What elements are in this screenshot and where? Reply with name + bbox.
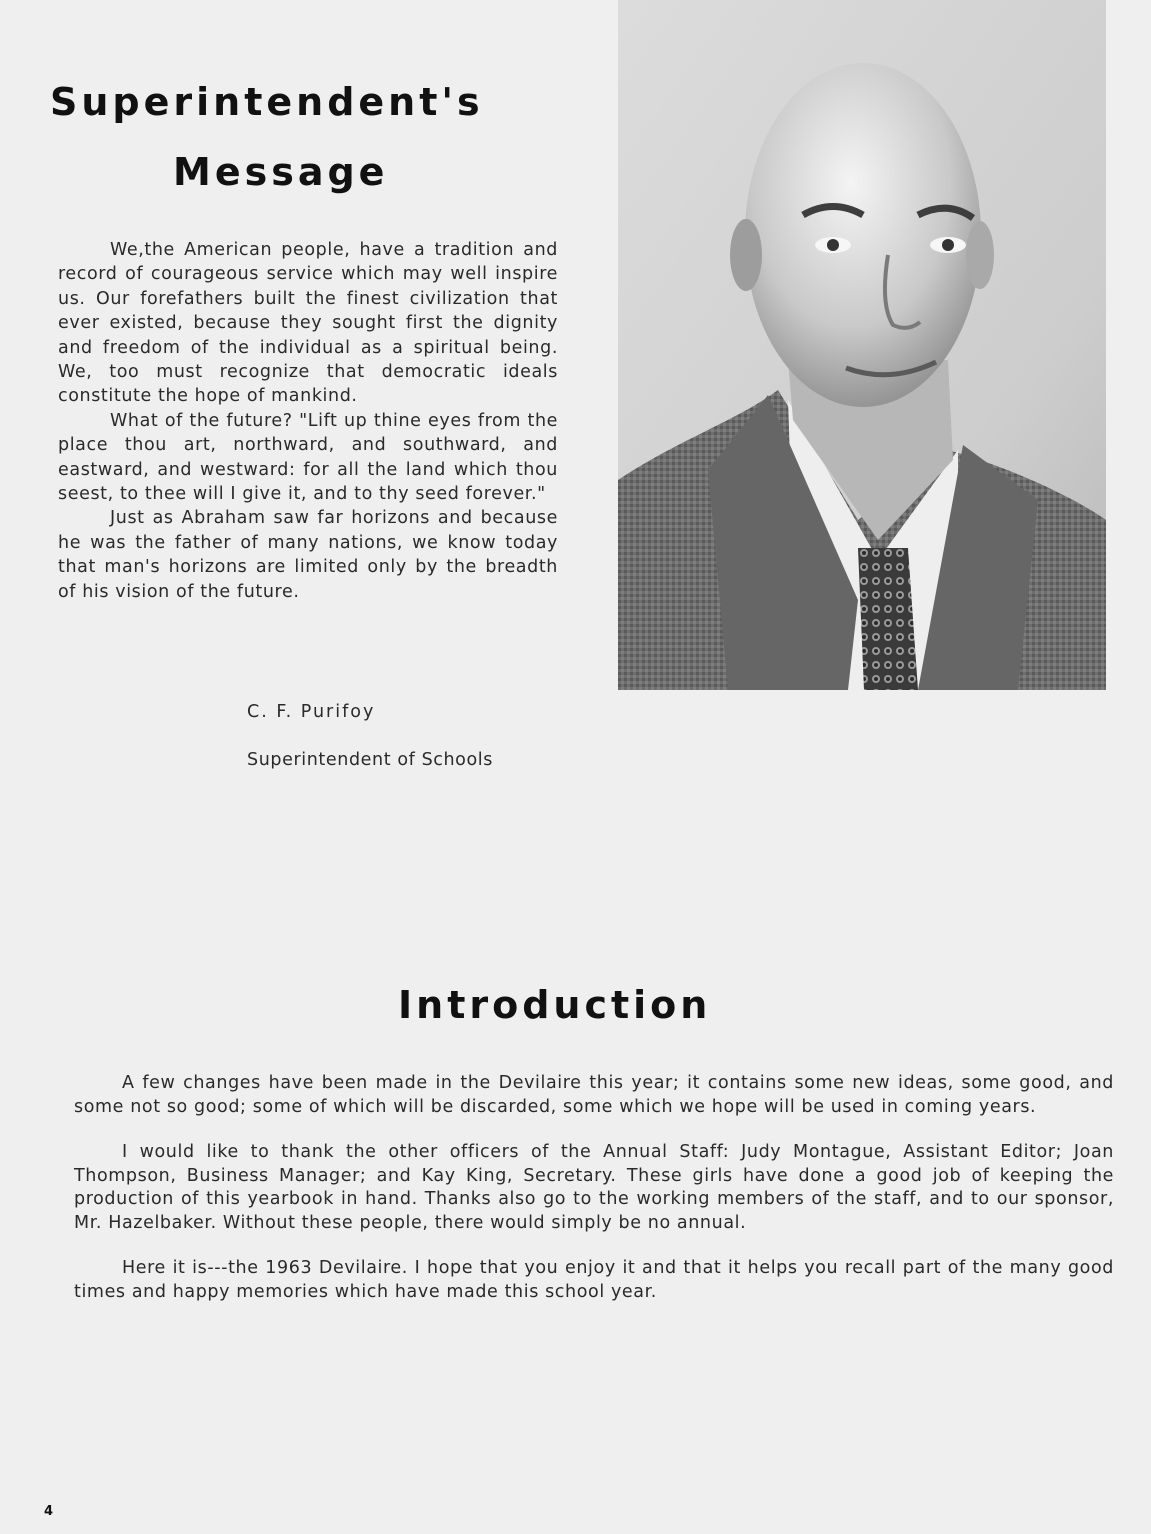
intro-paragraph-3: Here it is---the 1963 Devilaire. I hope that you enjoy it and that it helps you recall part of the many good times and happy memories which have made this school year. <box>74 1258 1114 1302</box>
message-paragraph-2: What of the future? "Lift up thine eyes from the place thou art, northward, and southward, and eastward, and westward: for all the land which thou seest, to thee will I give it, and to thy seed forever." <box>58 410 558 505</box>
introduction-body <box>74 1072 1114 1326</box>
intro-paragraph-2: I would like to thank the other officers of the Annual Staff: Judy Montague, Assistant Editor; Joan Thompson, Business Manager; and Kay King, Secretary. These girls have done a good job of keeping the production of this yearbook in hand. Thanks also go to the working members of the staff, and to our sponsor, Mr. Hazelbaker. Without these people, there would simply be no annual. <box>74 1142 1114 1233</box>
superintendent-portrait-photo <box>618 0 1106 690</box>
message-paragraph-1: We,the American people, have a tradition and record of courageous service which may well inspire us. Our forefathers built the finest civilization that ever existed, because they sought first the dignity and freedom of the individual as a spiritual being. We, too must recognize that democratic ideals constitute the hope of mankind. <box>58 240 558 407</box>
superintendent-heading-line2: Message <box>173 150 389 194</box>
signature-title: Superintendent of Schools <box>247 750 493 770</box>
signature-name: C. F. Purifoy <box>247 702 376 722</box>
superintendent-message-body <box>58 238 558 604</box>
superintendent-heading-line1: Superintendent's <box>50 80 484 124</box>
message-paragraph-3: Just as Abraham saw far horizons and because he was the father of many nations, we know today that man's horizons are limited only by the breadth of his vision of the future. <box>58 508 558 602</box>
intro-paragraph-1: A few changes have been made in the Devilaire this year; it contains some new ideas, some good, and some not so good; some of which will be discarded, some which we hope will be used in coming years. <box>74 1073 1114 1117</box>
page-number: 4 <box>44 1504 54 1519</box>
introduction-heading: Introduction <box>398 983 712 1027</box>
